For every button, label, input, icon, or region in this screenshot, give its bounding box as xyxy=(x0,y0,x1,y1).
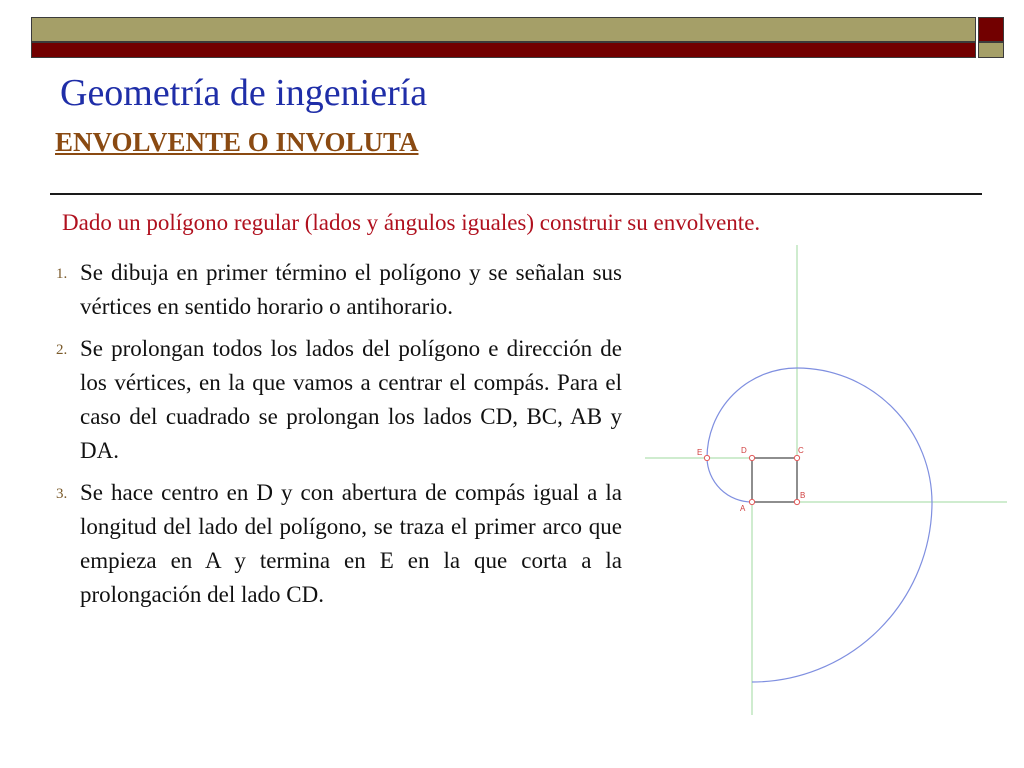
step-text: Se hace centro en D y con abertura de compás igual a la longitud del lado del polígono, se traza el primer arco que empieza en A y termina en E en la que corta a la prolongación del lado CD. xyxy=(80,480,622,607)
title-divider xyxy=(50,193,982,195)
vertex-d-point xyxy=(749,455,754,460)
step-text: Se dibuja en primer término el polígono y se señalan sus vértices en sentido horario o antihorario. xyxy=(80,260,622,319)
vertex-d-label: D xyxy=(741,446,747,455)
step-number: 3. xyxy=(56,486,68,502)
vertex-e-label: E xyxy=(697,448,703,457)
header-corner-olive-square xyxy=(978,42,1004,58)
vertex-b-label: B xyxy=(800,491,806,500)
step-number: 1. xyxy=(56,266,68,282)
step-text: Se prolongan todos los lados del polígono e dirección de los vértices, en la que vamos a centrar el compás. Para el caso del cuadrado se prolongan los lados CD, BC, AB y DA. xyxy=(80,336,622,463)
vertex-e-point xyxy=(704,455,709,460)
step-item xyxy=(50,476,622,612)
involute-drawing xyxy=(640,240,1010,720)
step-item xyxy=(50,332,622,468)
lead-statement: Dado un polígono regular (lados y ángulos iguales) construir su envolvente. xyxy=(62,210,761,235)
header-corner-red-square xyxy=(978,17,1004,42)
vertex-a-point xyxy=(749,499,754,504)
header-red-bar xyxy=(31,42,976,58)
vertex-c-label: C xyxy=(798,446,804,455)
involute-curve xyxy=(707,368,932,682)
step-number: 2. xyxy=(56,342,68,358)
involute-figure xyxy=(640,240,1010,720)
vertex-c-point xyxy=(794,455,799,460)
slide-title: Geometría de ingeniería xyxy=(60,72,428,114)
step-item xyxy=(50,256,622,324)
header-olive-bar xyxy=(31,17,976,42)
steps-list xyxy=(50,256,622,620)
square-abcd xyxy=(752,458,797,502)
vertex-a-label: A xyxy=(740,504,746,513)
slide-subtitle: ENVOLVENTE O INVOLUTA xyxy=(55,127,419,157)
vertex-b-point xyxy=(794,499,799,504)
